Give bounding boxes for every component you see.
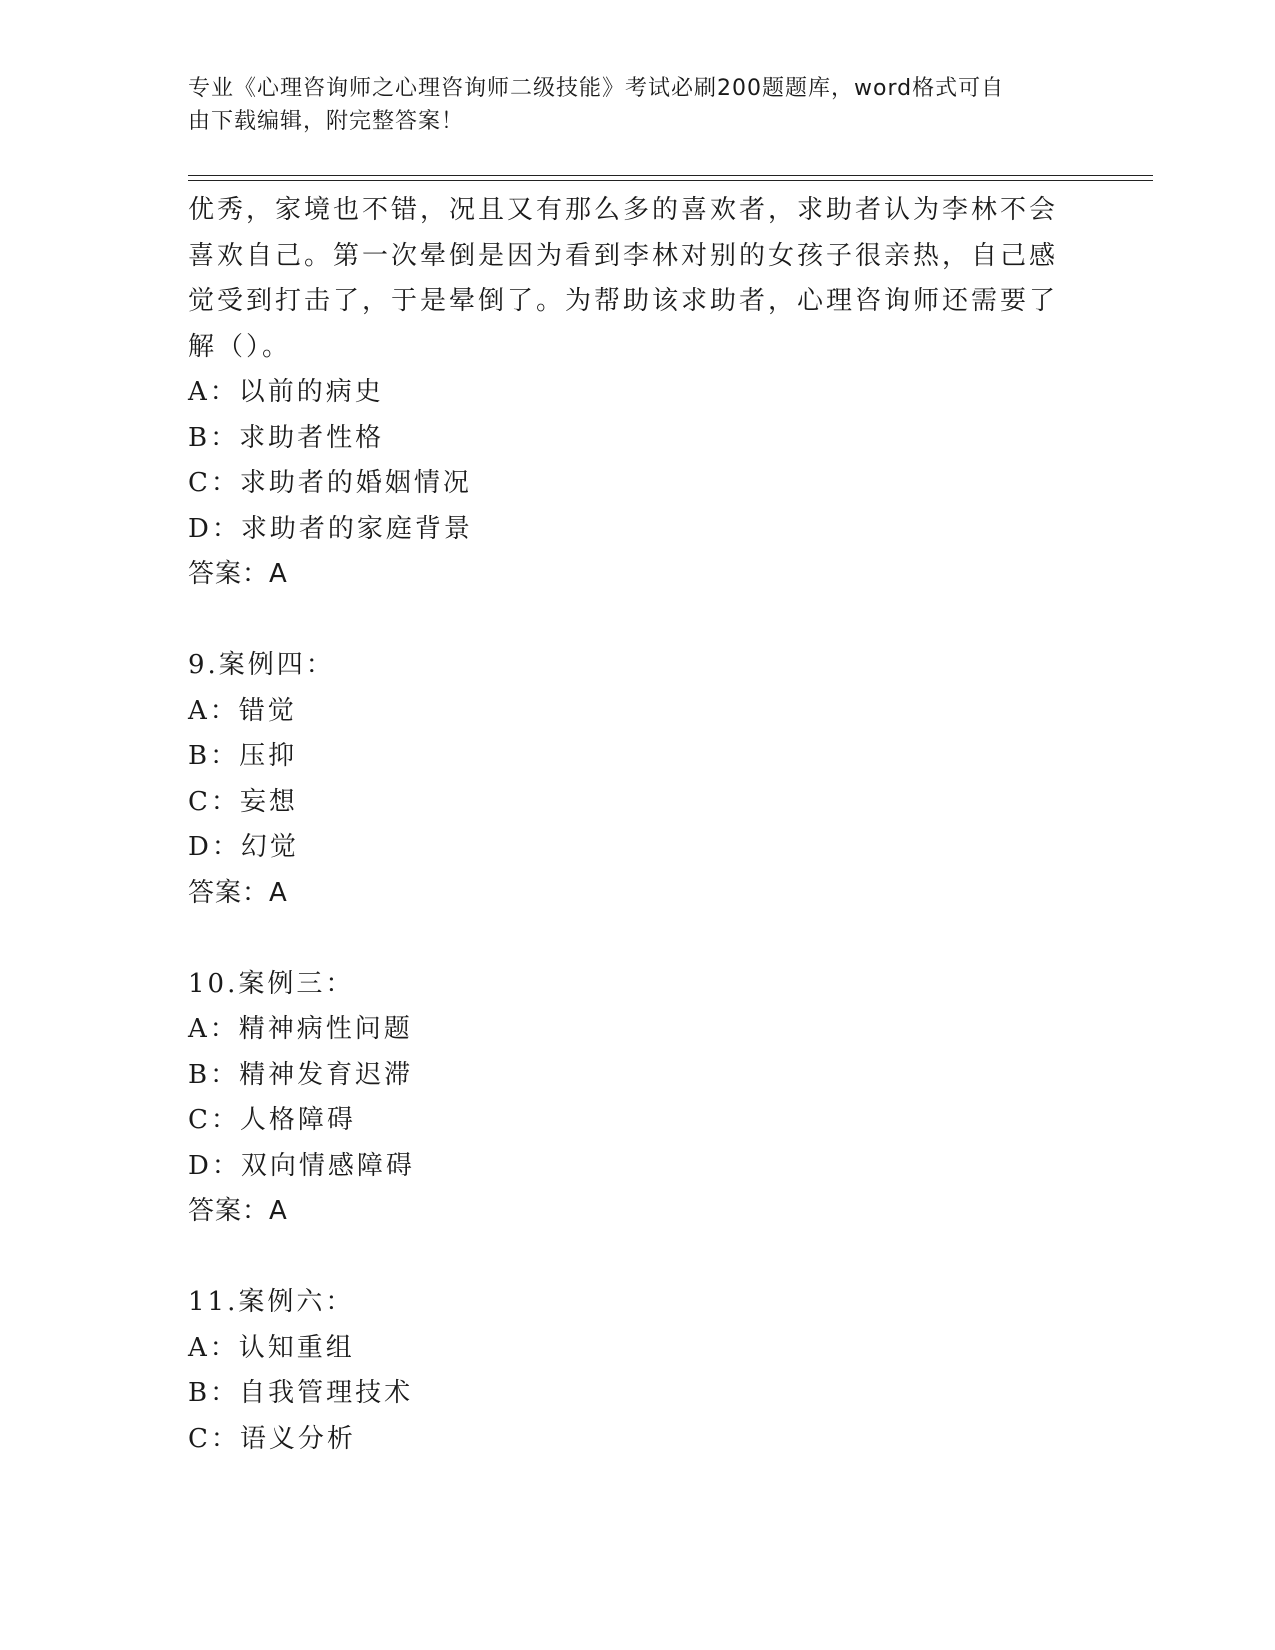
passage-line: 优秀，家境也不错，况且又有那么多的喜欢者，求助者认为李林不会 <box>188 195 1059 225</box>
header-rule-top <box>188 175 1153 176</box>
header-line-2: 由下载编辑，附完整答案！ <box>188 109 465 134</box>
option-a: A：精神病性问题 <box>188 1014 413 1044</box>
question-8-continued <box>188 188 1068 598</box>
option-c: C：求助者的婚姻情况 <box>188 468 472 498</box>
question-11 <box>188 1280 1068 1462</box>
option-c: C：妄想 <box>188 786 298 817</box>
passage-line: 喜欢自己。第一次晕倒是因为看到李林对别的女孩子很亲热，自己感 <box>188 240 1059 271</box>
page-header <box>188 72 1068 138</box>
question-title: 11.案例六： <box>188 1287 355 1317</box>
header-rule-bottom <box>188 180 1153 181</box>
document-body <box>188 188 1068 1462</box>
option-a: A：认知重组 <box>188 1332 355 1363</box>
spacer <box>188 1235 1068 1281</box>
option-c: C：语义分析 <box>188 1423 356 1454</box>
answer: 答案：A <box>188 877 288 908</box>
question-10 <box>188 962 1068 1235</box>
passage-line: 解（）。 <box>188 331 292 362</box>
answer: 答案：A <box>188 1196 288 1226</box>
passage-line: 觉受到打击了，于是晕倒了。为帮助该求助者，心理咨询师还需要了 <box>188 286 1059 316</box>
option-b: B：求助者性格 <box>188 422 385 453</box>
question-title: 10.案例三： <box>188 968 355 999</box>
option-b: B：自我管理技术 <box>188 1378 414 1408</box>
answer: 答案：A <box>188 559 288 589</box>
spacer <box>188 598 1068 644</box>
spacer <box>188 916 1068 962</box>
option-d: D：求助者的家庭背景 <box>188 513 473 544</box>
option-b: B：压抑 <box>188 741 298 771</box>
option-a: A：以前的病史 <box>188 377 384 407</box>
question-title: 9.案例四： <box>188 650 335 680</box>
header-line-1: 专业《心理咨询师之心理咨询师二级技能》考试必刷200题题库，word格式可自 <box>188 76 1005 101</box>
question-9 <box>188 643 1068 916</box>
option-c: C：人格障碍 <box>188 1105 356 1135</box>
option-b: B：精神发育迟滞 <box>188 1059 414 1090</box>
option-d: D：幻觉 <box>188 832 299 862</box>
option-d: D：双向情感障碍 <box>188 1150 415 1181</box>
option-a: A：错觉 <box>188 695 297 726</box>
